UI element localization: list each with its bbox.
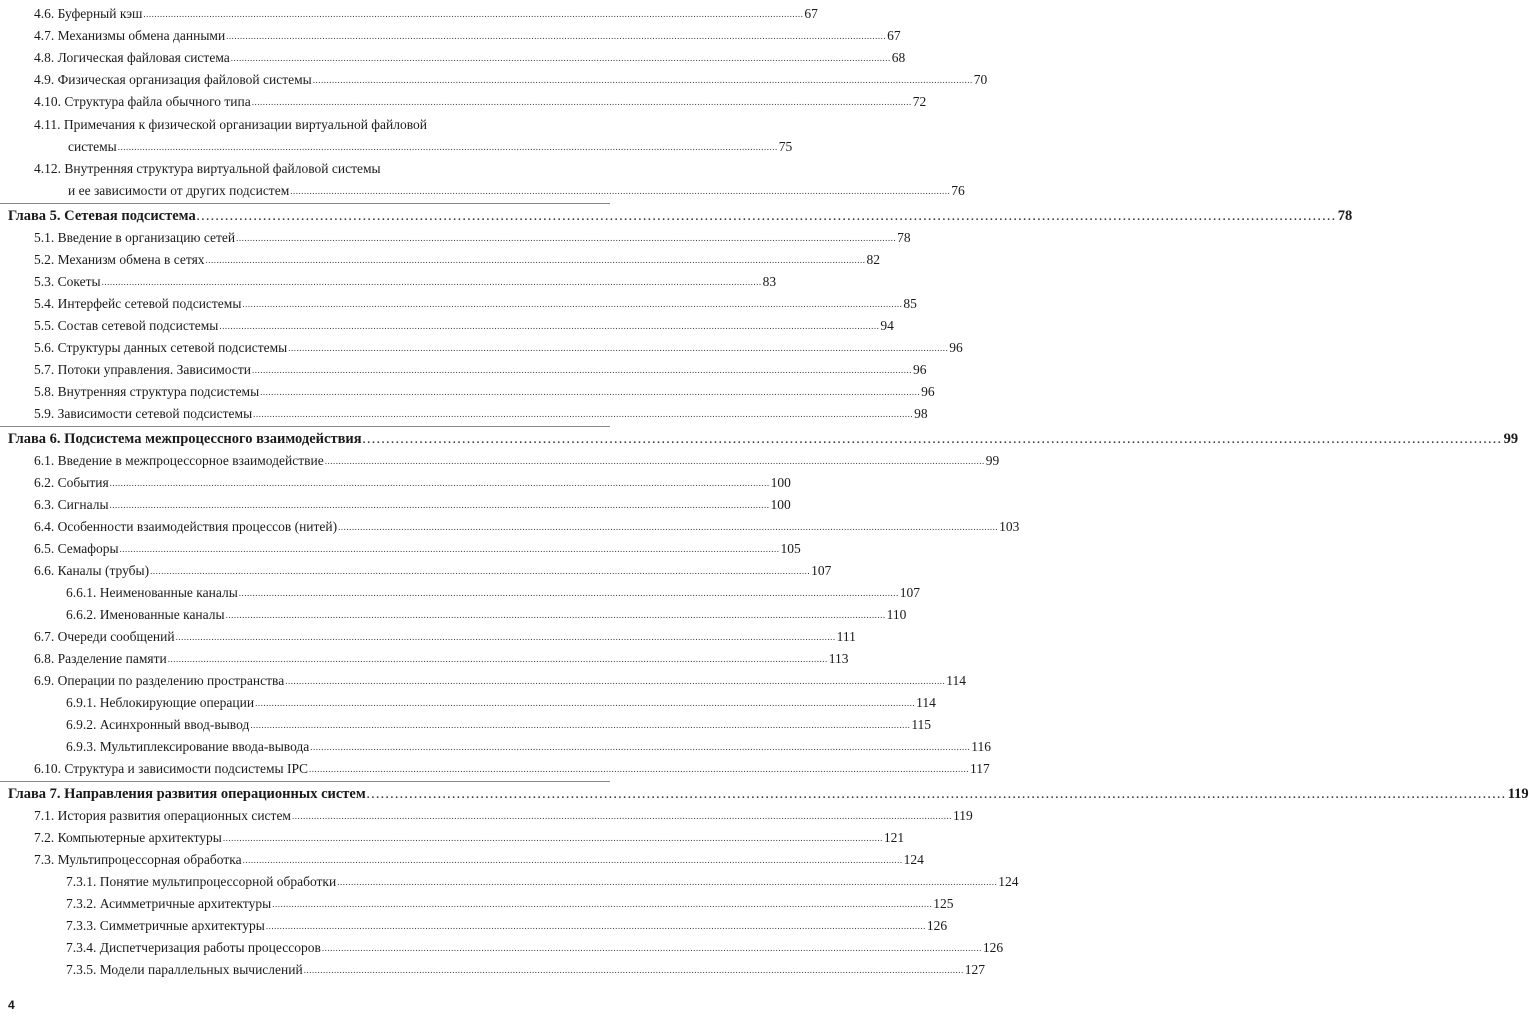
toc-row <box>0 852 924 874</box>
toc-entry[interactable] <box>34 6 818 23</box>
toc-entry[interactable] <box>34 852 924 869</box>
toc-page-number: 99 <box>985 453 1000 468</box>
dot-leader <box>239 585 899 601</box>
toc-row <box>0 962 985 984</box>
toc-entry[interactable] <box>34 94 927 111</box>
toc-entry-title: 6.9.2. Асинхронный ввод-вывод <box>66 717 250 732</box>
toc-entry-title: 5.4. Интерфейс сетевой подсистемы <box>34 296 242 311</box>
toc-page-number: 96 <box>949 340 963 355</box>
toc-entry[interactable] <box>34 230 911 247</box>
toc-page-number: 100 <box>770 497 791 512</box>
toc-entry[interactable] <box>34 808 973 825</box>
dot-leader <box>110 497 770 513</box>
toc-entry[interactable] <box>8 786 1529 803</box>
toc-entry-title: 6.4. Особенности взаимодействия процессов (нитей) <box>34 519 338 534</box>
toc-page-number: 124 <box>998 874 1019 889</box>
toc-entry-title: Глава 5. Сетевая подсистема <box>8 208 196 224</box>
dot-leader <box>150 563 810 579</box>
toc-page-number: 98 <box>914 406 928 421</box>
toc-entry-title: 6.6.1. Неименованные каналы <box>66 585 238 600</box>
dot-leader <box>176 629 836 645</box>
toc-row <box>0 918 948 940</box>
toc-page-number: 107 <box>811 563 832 578</box>
toc-page-number: 78 <box>897 230 911 245</box>
toc-entry-title: и ее зависимости от других подсистем <box>68 183 290 198</box>
dot-leader <box>309 761 969 777</box>
toc-entry[interactable] <box>34 673 966 690</box>
dot-leader <box>206 252 866 268</box>
toc-row <box>0 296 917 318</box>
toc-page-number: 121 <box>883 830 905 845</box>
toc-row <box>0 629 856 651</box>
toc-page-number: 115 <box>911 717 932 732</box>
dot-leader <box>367 787 1507 803</box>
dot-leader <box>260 384 920 400</box>
toc-entry-title: Глава 6. Подсистема межпроцессного взаимодействия <box>8 431 362 447</box>
toc-row <box>0 230 911 252</box>
toc-page-number: 126 <box>982 940 1004 955</box>
toc-row <box>0 28 901 50</box>
dot-leader <box>292 808 952 824</box>
toc-entry-first-line: 4.11. Примечания к физической организации виртуальной файловой <box>34 117 428 132</box>
toc-entry-title: 5.5. Состав сетевой подсистемы <box>34 318 219 333</box>
toc-entry-title: 7.1. История развития операционных систем <box>34 808 291 823</box>
toc-row <box>0 739 992 761</box>
toc-page-number: 105 <box>780 541 801 556</box>
dot-leader <box>197 209 1337 225</box>
toc-entry-title: 4.9. Физическая организация файловой системы <box>34 72 312 87</box>
toc-entry[interactable] <box>66 874 1019 891</box>
toc-row <box>0 874 1019 896</box>
toc-entry[interactable] <box>66 739 992 756</box>
toc-entry[interactable] <box>34 50 906 67</box>
toc-row <box>0 695 936 717</box>
toc-page-number: 127 <box>964 962 985 977</box>
dot-leader <box>226 607 886 623</box>
dot-leader <box>231 50 891 66</box>
toc-page-number: 124 <box>903 852 924 867</box>
dot-leader <box>313 72 973 88</box>
toc-chapter-row <box>0 786 1529 808</box>
dot-leader <box>143 6 803 22</box>
toc-row <box>0 50 906 72</box>
toc-entry[interactable] <box>34 519 1020 536</box>
dot-leader <box>226 28 886 44</box>
toc-row <box>0 563 832 585</box>
dot-leader <box>223 830 883 846</box>
toc-entry-title: 7.3.3. Симметричные архитектуры <box>66 918 265 933</box>
dot-leader <box>285 673 945 689</box>
toc-page-number: 94 <box>880 318 894 333</box>
toc-entry-title: 6.1. Введение в межпроцессорное взаимодействие <box>34 453 324 468</box>
toc-page-number: 67 <box>804 6 818 21</box>
dot-leader <box>110 475 770 491</box>
toc-row <box>0 808 973 830</box>
toc-entry-title: 7.3. Мультипроцессорная обработка <box>34 852 242 867</box>
toc-page-number: 116 <box>971 739 992 754</box>
dot-leader <box>255 695 915 711</box>
toc-row <box>0 585 921 607</box>
toc-page-number: 96 <box>921 384 935 399</box>
dot-leader <box>304 962 964 978</box>
toc-row <box>0 830 905 852</box>
toc-row <box>0 519 1020 541</box>
dot-leader <box>252 94 912 110</box>
toc-page-number: 117 <box>969 761 990 776</box>
dot-leader <box>253 406 913 422</box>
toc-entry[interactable] <box>66 940 1004 957</box>
toc-entry-title: 6.7. Очереди сообщений <box>34 629 175 644</box>
toc-entry-title: 4.7. Механизмы обмена данными <box>34 28 226 43</box>
toc-entry-title: 4.10. Структура файла обычного типа <box>34 94 251 109</box>
toc-page-number: 114 <box>916 695 936 710</box>
toc-entry[interactable] <box>66 896 954 913</box>
toc-page-number: 68 <box>891 50 906 65</box>
toc-page-number: 75 <box>778 139 793 154</box>
toc-entry-title: 6.10. Структура и зависимости подсистемы IPC <box>34 761 308 776</box>
toc-entry[interactable] <box>34 72 988 89</box>
dot-leader <box>325 453 985 469</box>
toc-page-number: 100 <box>770 475 791 490</box>
toc-entry[interactable] <box>34 274 777 291</box>
dot-leader <box>266 918 926 934</box>
page-number: 4 <box>8 998 15 1012</box>
toc-entry-title: 6.6. Каналы (трубы) <box>34 563 150 578</box>
toc-entry[interactable] <box>34 497 791 514</box>
toc-entry-title: 4.8. Логическая файловая система <box>34 50 230 65</box>
dot-leader <box>168 651 828 667</box>
toc-row <box>0 340 963 362</box>
dot-leader <box>252 362 912 378</box>
toc-row <box>0 497 791 519</box>
toc-page-number: 96 <box>912 362 927 377</box>
toc-row <box>0 183 965 205</box>
toc-entry-title: 7.2. Компьютерные архитектуры <box>34 830 222 845</box>
toc-entry[interactable] <box>34 830 905 847</box>
dot-leader <box>120 541 780 557</box>
toc-row <box>0 406 928 428</box>
toc-page-number: 126 <box>926 918 948 933</box>
dot-leader <box>236 230 896 246</box>
toc-entry[interactable] <box>34 318 894 335</box>
toc-row <box>0 274 777 296</box>
toc-page-number: 70 <box>973 72 988 87</box>
toc-row <box>0 6 818 28</box>
toc-entry-title: 4.6. Буферный кэш <box>34 6 143 21</box>
dot-leader <box>243 852 903 868</box>
toc-entry[interactable] <box>34 651 849 668</box>
toc-entry-title: системы <box>68 139 117 154</box>
toc-row <box>0 139 793 161</box>
toc-page-number: 83 <box>762 274 777 289</box>
toc-entry-title: 7.3.2. Асимметричные архитектуры <box>66 896 272 911</box>
toc-entry[interactable] <box>66 585 921 602</box>
toc-entry[interactable] <box>68 183 965 200</box>
chapter-divider <box>0 426 610 427</box>
toc-entry[interactable] <box>8 431 1519 448</box>
toc-entry[interactable] <box>34 384 935 401</box>
toc-page-number: 119 <box>1507 786 1529 802</box>
dot-leader <box>288 340 948 356</box>
dot-leader <box>250 717 910 733</box>
toc-entry[interactable] <box>34 453 1000 470</box>
toc-entry-title: 7.3.1. Понятие мультипроцессорной обработки <box>66 874 337 889</box>
dot-leader <box>118 139 778 155</box>
toc-entry-title: 5.1. Введение в организацию сетей <box>34 230 236 245</box>
toc-row <box>0 475 791 497</box>
toc-entry[interactable] <box>34 563 832 580</box>
toc-page-number: 82 <box>866 252 881 267</box>
toc-page-number: 67 <box>887 28 901 43</box>
toc-entry-title: 5.8. Внутренняя структура подсистемы <box>34 384 260 399</box>
toc-entry[interactable] <box>66 695 936 712</box>
dot-leader <box>337 874 997 890</box>
toc-entry-title: 6.6.2. Именованные каналы <box>66 607 225 622</box>
toc-entry[interactable] <box>34 761 990 778</box>
toc-entry[interactable] <box>34 406 928 423</box>
toc-page-number: 119 <box>952 808 973 823</box>
toc-row <box>0 673 966 695</box>
dot-leader <box>322 940 982 956</box>
toc-entry-title: 6.9.1. Неблокирующие операции <box>66 695 255 710</box>
dot-leader <box>219 318 879 334</box>
toc-page-number: 99 <box>1503 431 1519 447</box>
toc-entry-title: 6.8. Разделение памяти <box>34 651 167 666</box>
toc-chapter-row <box>0 208 1353 230</box>
toc-entry[interactable] <box>8 208 1353 225</box>
toc-entry[interactable] <box>66 962 985 979</box>
toc-entry[interactable] <box>66 717 932 734</box>
toc-entry-title: 6.3. Сигналы <box>34 497 109 512</box>
toc-page-number: 78 <box>1337 208 1353 224</box>
dot-leader <box>290 183 950 199</box>
toc-row <box>0 761 990 783</box>
toc-entry-title: 6.5. Семафоры <box>34 541 119 556</box>
toc-entry[interactable] <box>66 607 907 624</box>
toc-entry-title: Глава 7. Направления развития операционных систем <box>8 786 366 802</box>
toc-row <box>0 362 927 384</box>
toc-entry[interactable] <box>68 139 793 156</box>
chapter-divider <box>0 203 610 204</box>
toc-entry-title: 5.9. Зависимости сетевой подсистемы <box>34 406 253 421</box>
toc-page-number: 113 <box>828 651 849 666</box>
toc-row <box>0 896 954 918</box>
toc-entry[interactable] <box>34 296 917 313</box>
toc-entry[interactable] <box>34 362 927 379</box>
toc-entry-title: 6.9. Операции по разделению пространства <box>34 673 285 688</box>
toc-page-number: 72 <box>912 94 927 109</box>
dot-leader <box>242 296 902 312</box>
toc-row <box>0 717 932 739</box>
toc-row <box>0 384 935 406</box>
toc-entry[interactable] <box>34 340 963 357</box>
toc-entry[interactable] <box>34 541 801 558</box>
toc-page-number: 125 <box>933 896 954 911</box>
toc-chapter-row <box>0 431 1519 453</box>
toc-entry[interactable] <box>34 252 881 269</box>
toc-entry-title: 5.6. Структуры данных сетевой подсистемы <box>34 340 288 355</box>
toc-entry-title: 5.3. Сокеты <box>34 274 101 289</box>
toc-page-number: 107 <box>899 585 921 600</box>
toc-entry[interactable] <box>34 629 856 646</box>
toc-entry[interactable] <box>34 475 791 492</box>
dot-leader <box>310 739 970 755</box>
toc-row <box>0 318 894 340</box>
toc-entry-first-line: 4.12. Внутренняя структура виртуальной файловой системы <box>34 161 381 176</box>
toc-row <box>0 607 907 629</box>
dot-leader <box>272 896 932 912</box>
toc-page-number: 111 <box>836 629 856 644</box>
toc-row <box>0 94 927 116</box>
toc-row <box>0 940 1004 962</box>
toc-row <box>0 252 881 274</box>
toc-entry-title: 7.3.5. Модели параллельных вычислений <box>66 962 303 977</box>
toc-entry[interactable] <box>34 28 901 45</box>
toc-row <box>0 651 849 673</box>
toc-row <box>0 541 801 563</box>
toc-page-number: 110 <box>886 607 907 622</box>
toc-entry-title: 5.7. Потоки управления. Зависимости <box>34 362 251 377</box>
toc-row <box>0 453 1000 475</box>
toc-row <box>0 72 988 94</box>
toc-page-number: 114 <box>946 673 966 688</box>
toc-entry-title: 7.3.4. Диспетчеризация работы процессоров <box>66 940 321 955</box>
dot-leader <box>363 432 1503 448</box>
toc-page-number: 103 <box>999 519 1020 534</box>
toc-page-number: 76 <box>951 183 965 198</box>
dot-leader <box>102 274 762 290</box>
dot-leader <box>338 519 998 535</box>
chapter-divider <box>0 781 610 782</box>
toc-entry-title: 6.9.3. Мультиплексирование ввода-вывода <box>66 739 310 754</box>
toc-entry[interactable] <box>66 918 948 935</box>
toc-entry-title: 5.2. Механизм обмена в сетях <box>34 252 205 267</box>
toc-entry-title: 6.2. События <box>34 475 109 490</box>
toc-page-number: 85 <box>903 296 917 311</box>
